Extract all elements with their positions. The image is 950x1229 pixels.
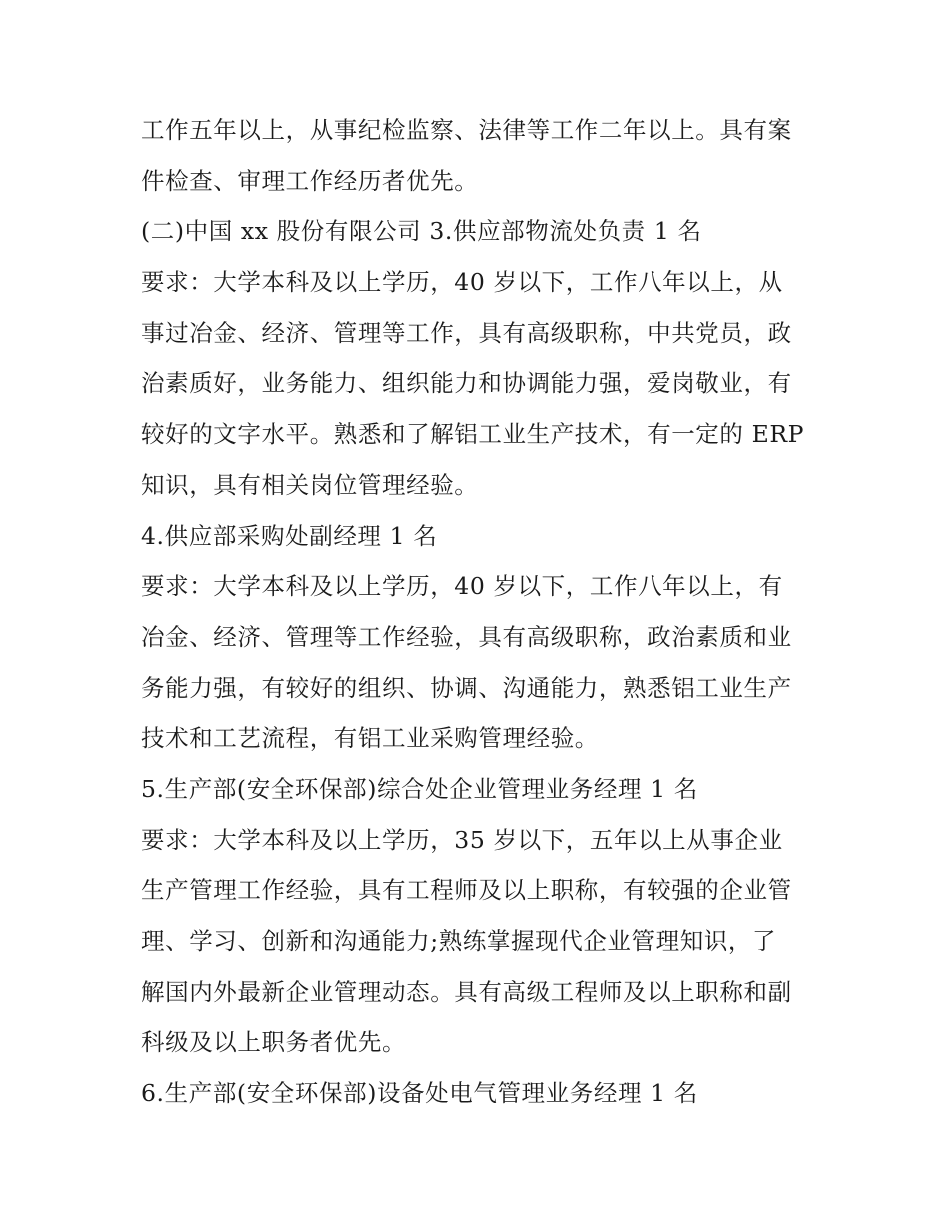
text-line: 件检查、审理工作经历者优先。 <box>141 166 479 195</box>
text-line: 要求：大学本科及以上学历，35 岁以下，五年以上从事企业 <box>141 825 783 854</box>
text-line: 工作五年以上，从事纪检监察、法律等工作二年以上。具有案 <box>141 116 792 144</box>
text-line: 技术和工艺流程，有铝工业采购管理经验。 <box>141 724 599 753</box>
text-line: 事过冶金、经济、管理等工作，具有高级职称，中共党员，政 <box>141 318 792 347</box>
text-line: 理、学习、创新和沟通能力;熟练掌握现代企业管理知识，了 <box>141 927 777 955</box>
text-line: 要求：大学本科及以上学历，40 岁以下，工作八年以上，从 <box>141 268 783 297</box>
text-line: 务能力强，有较好的组织、协调、沟通能力，熟悉铝工业生产 <box>141 673 792 702</box>
position-heading: 6.生产部(安全环保部)设备处电气管理业务经理 1 名 <box>141 1079 698 1108</box>
text-line: 较好的文字水平。熟悉和了解铝工业生产技术，有一定的 ERP <box>141 420 805 449</box>
text-line: 科级及以上职务者优先。 <box>141 1028 407 1057</box>
document-body <box>141 105 821 1119</box>
text-line: 冶金、经济、管理等工作经验，具有高级职称，政治素质和业 <box>141 622 792 651</box>
text-line: 治素质好，业务能力、组织能力和协调能力强，爱岗敬业，有 <box>141 369 792 398</box>
text-line: 要求：大学本科及以上学历，40 岁以下，工作八年以上，有 <box>141 572 783 601</box>
text-line: 知识，具有相关岗位管理经验。 <box>141 470 479 499</box>
position-heading: 5.生产部(安全环保部)综合处企业管理业务经理 1 名 <box>141 774 698 803</box>
text-line: 解国内外最新企业管理动态。具有高级工程师及以上职称和副 <box>141 977 792 1006</box>
section-heading: (二)中国 xx 股份有限公司 3.供应部物流处负责 1 名 <box>141 217 702 246</box>
position-heading: 4.供应部采购处副经理 1 名 <box>141 521 438 550</box>
text-line: 生产管理工作经验，具有工程师及以上职称，有较强的企业管 <box>141 876 792 905</box>
